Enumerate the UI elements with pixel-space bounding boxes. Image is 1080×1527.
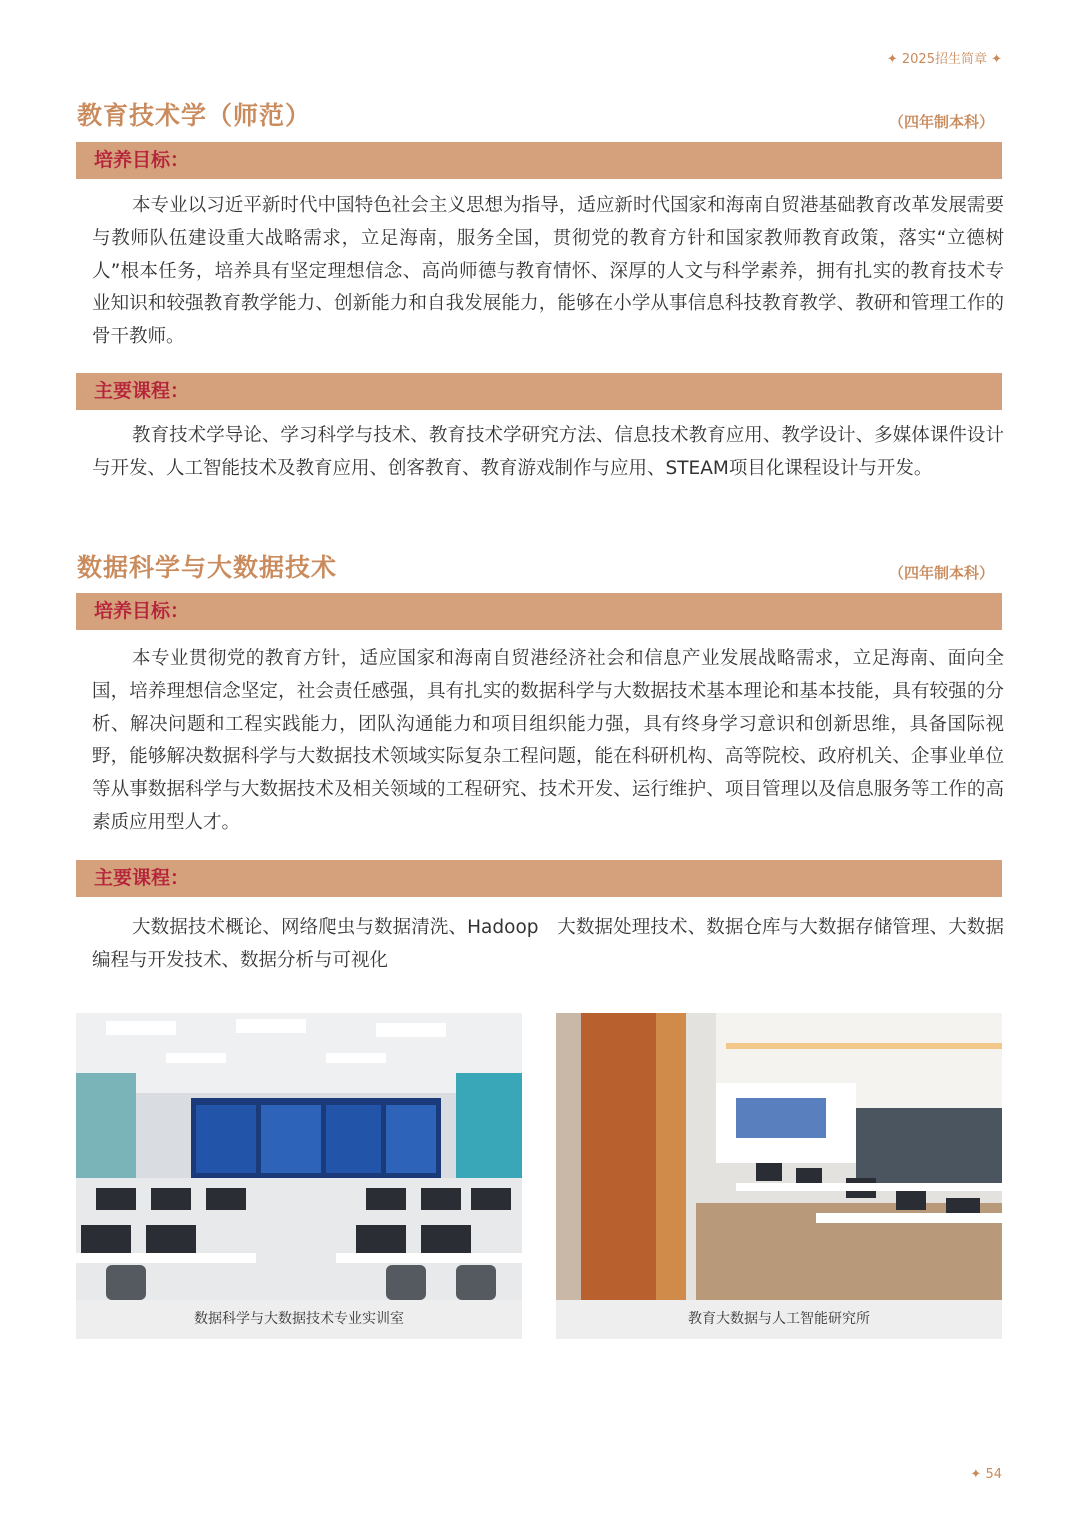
goal-heading: 培养目标： xyxy=(94,149,190,171)
course-heading-bar xyxy=(76,373,1002,410)
course-heading: 主要课程： xyxy=(94,867,190,889)
goal-paragraph: 本专业贯彻党的教育方针，适应国家和海南自贸港经济社会和信息产业发展战略需求，立足海南、面向全国，培养理想信念坚定，社会责任感强，具有扎实的数据科学与大数据技术基本理论和基本技能，具有较强的分析、解决问题和工程实践能力，团队沟通能力和项目组织能力强，具有终身学习意识和创新思维，具备国际视野，能够解决数据科学与大数据技术领域实际复杂工程问题，能在科研机构、高等院校、政府机关、企事业单位等从事数据科学与大数据技术及相关领域的工程研究、技术开发、运行维护、项目管理以及信息服务等工作的高素质应用型人才。 xyxy=(92,648,1004,833)
goal-heading-bar xyxy=(76,142,1002,179)
course-heading-bar xyxy=(76,860,1002,897)
section-subtitle-duration: （四年制本科） xyxy=(888,113,994,131)
photo-caption: 教育大数据与人工智能研究所 xyxy=(556,1300,1002,1339)
course-paragraph: 教育技术学导论、学习科学与技术、教育技术学研究方法、信息技术教育应用、教学设计、多媒体课件设计与开发、人工智能技术及教育应用、创客教育、教育游戏制作与应用、STEAM项目化课程设计与开发。 xyxy=(92,425,1004,479)
section-title-educational-technology: 教育技术学（师范） xyxy=(77,101,312,130)
goal-heading-bar xyxy=(76,593,1002,630)
course-heading: 主要课程： xyxy=(94,380,190,402)
photo-caption: 数据科学与大数据技术专业实训室 xyxy=(76,1300,522,1339)
photo-card-training-lab xyxy=(76,1013,522,1339)
research-institute-photo xyxy=(556,1013,1002,1300)
course-paragraph: 大数据技术概论、网络爬虫与数据清洗、Hadoop 大数据处理技术、数据仓库与大数据存储管理、大数据编程与开发技术、数据分析与可视化 xyxy=(92,917,1004,971)
section-subtitle-duration: （四年制本科） xyxy=(888,564,994,582)
photo-card-research-institute xyxy=(556,1013,1002,1339)
brochure-header-tag: ✦ 2025招生简章 ✦ xyxy=(886,52,1002,67)
training-lab-photo xyxy=(76,1013,522,1300)
goal-heading: 培养目标： xyxy=(94,600,190,622)
section-title-data-science: 数据科学与大数据技术 xyxy=(77,553,338,582)
page-number: ✦ 54 xyxy=(970,1467,1002,1482)
goal-paragraph: 本专业以习近平新时代中国特色社会主义思想为指导，适应新时代国家和海南自贸港基础教育改革发展需要与教师队伍建设重大战略需求，立足海南，服务全国，贯彻党的教育方针和国家教师教育政策，落实“立德树人”根本任务，培养具有坚定理想信念、高尚师德与教育情怀、深厚的人文与科学素养，拥有扎实的教育技术专业知识和较强教育教学能力、创新能力和自我发展能力，能够在小学从事信息科技教育教学、教研和管理工作的骨干教师。 xyxy=(92,195,1004,348)
